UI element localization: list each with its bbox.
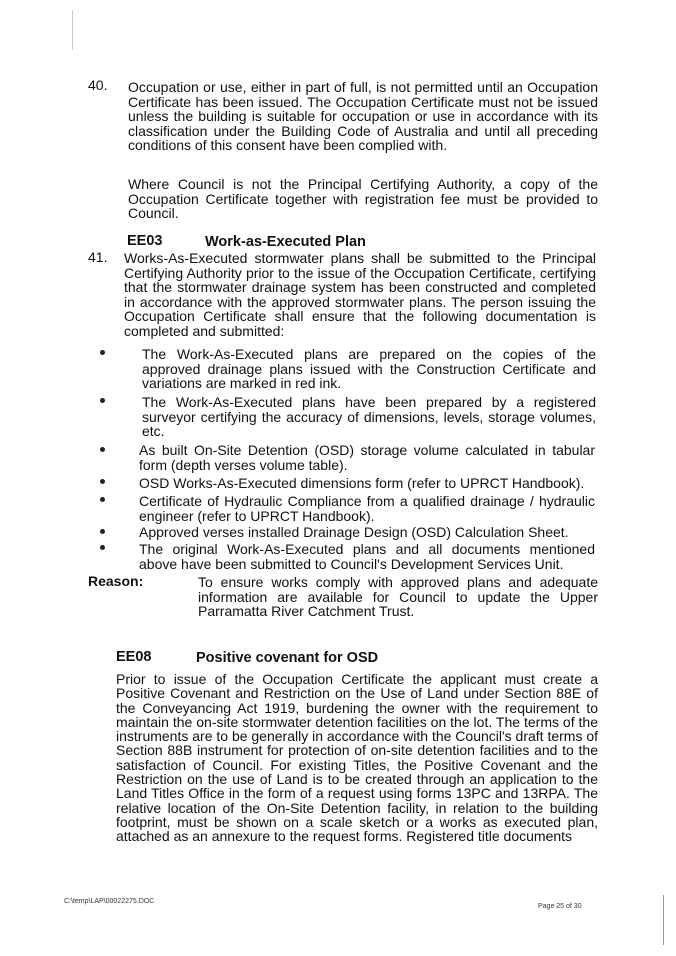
- ee03-code: EE03: [127, 233, 163, 249]
- ee08-title: Positive covenant for OSD: [196, 650, 379, 666]
- bullet-dot: [100, 479, 105, 484]
- footer-page-number: Page 25 of 30: [538, 903, 582, 910]
- bullet-item-1: The Work-As-Executed plans are prepared on the copies of the approved drainage plans issued with the Construction Certificate and variations are marked in red ink.: [142, 346, 596, 392]
- bullet-dot: [100, 350, 105, 355]
- bullet-dot: [100, 545, 105, 550]
- reason-text: To ensure works comply with approved plans and adequate information are available for Council to update the Upper Parramatta River Catchment Trust.: [198, 574, 598, 620]
- bullet-item-2: The Work-As-Executed plans have been prepared by a registered surveyor certifying the accuracy of dimensions, levels, storage volumes, etc.: [142, 394, 596, 440]
- ee03-title: Work-as-Executed Plan: [205, 234, 366, 250]
- ee08-code: EE08: [116, 649, 152, 665]
- reason-label: Reason:: [88, 573, 144, 589]
- clause-41-number: 41.: [88, 249, 108, 265]
- clause-40-number: 40.: [88, 77, 108, 93]
- bullet-dot: [100, 447, 105, 452]
- bullet-dot: [100, 529, 105, 534]
- ee08-body: Prior to issue of the Occupation Certificate the applicant must create a Positive Covenant and Restriction on the Use of Land under Section 88E of the Conveyancing Act 1919, burdening the owner with the requirement to maintain the on-site stormwater detention facilities on the lot. The terms of the instruments are to be generally in accordance with the Council's draft terms of Section 88B instrument for protection of on-site detention facilities and to the satisfaction of Council. For existing Titles, the Positive Covenant and the Restriction on the use of Land is to be created through an application to the Land Titles Office in the form of a request using forms 13PC and 13RPA. The relative location of the On-Site Detention facility, in relation to the building footprint, must be shown on a scale sketch or a works as executed plan, attached as an annexure to the request forms. Registered title documents: [116, 671, 599, 845]
- footer-file-path: C:\temp\LAP\00022275.DOC: [64, 898, 155, 905]
- bullet-dot: [100, 497, 105, 502]
- bullet-dot: [100, 398, 105, 403]
- bullet-item-6: Approved verses installed Drainage Design (OSD) Calculation Sheet.: [139, 524, 569, 540]
- bullet-item-5: Certificate of Hydraulic Compliance from a qualified drainage / hydraulic engineer (refer to UPRCT Handbook).: [139, 493, 595, 524]
- bullet-item-4: OSD Works-As-Executed dimensions form (refer to UPRCT Handbook).: [139, 475, 585, 491]
- bullet-item-7: The original Work-As-Executed plans and all documents mentioned above have been submitted to Council's Development Services Unit.: [139, 541, 595, 572]
- clause-40-paragraph-2: Where Council is not the Principal Certifying Authority, a copy of the Occupation Certificate together with registration fee must be provided to Council.: [128, 176, 598, 222]
- scan-margin-line: [72, 10, 73, 50]
- clause-40-paragraph-1: Occupation or use, either in part of full, is not permitted until an Occupation Certificate has been issued. The Occupation Certificate must not be issued unless the building is suitable for occupation or use in accordance with its classification under the Building Code of Australia and until all preceding conditions of this consent have been complied with.: [128, 79, 598, 154]
- clause-41-intro: Works-As-Executed stormwater plans shall be submitted to the Principal Certifying Authority prior to the issue of the Occupation Certificate, certifying that the stormwater drainage system has been constructed and completed in accordance with the approved stormwater plans. The person issuing the Occupation Certificate shall ensure that the following documentation is completed and submitted:: [124, 250, 596, 339]
- bullet-item-3: As built On-Site Detention (OSD) storage volume calculated in tabular form (depth verses volume table).: [139, 442, 595, 473]
- scan-edge-line: [663, 895, 664, 945]
